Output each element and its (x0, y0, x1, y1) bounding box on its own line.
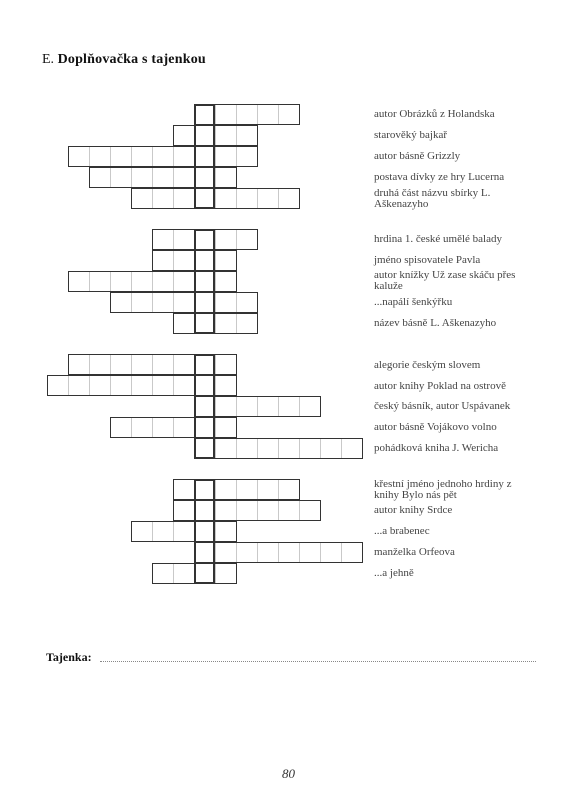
clue: autor básně Grizzly (374, 150, 461, 162)
exercise-letter: E. (42, 52, 55, 67)
clue: název básně L. Aškenazyho (374, 317, 497, 329)
crossword-4-row-4[interactable] (194, 542, 363, 563)
crossword-2-row-4[interactable] (110, 292, 258, 313)
crossword-2-row-5[interactable] (173, 313, 258, 334)
clue: alegorie českým slovem (374, 359, 481, 371)
crossword-3-row-4[interactable] (110, 417, 237, 438)
clue: autor knihy Srdce (374, 504, 453, 516)
crossword-1-row-3[interactable] (68, 146, 258, 167)
page-number: 80 (282, 766, 295, 781)
crossword-2-secret-column (194, 229, 215, 334)
crossword-3-secret-column (194, 354, 215, 459)
clue: manželka Orfeova (374, 546, 455, 558)
clue: hrdina 1. české umělé balady (374, 233, 502, 245)
clue: pohádková kniha J. Wericha (374, 442, 499, 454)
clue: druhá část názvu sbírky L. Aškenazyho (374, 187, 491, 210)
clue: jméno spisovatele Pavla (374, 254, 481, 266)
tajenka-answer-line[interactable] (100, 661, 536, 662)
exercise-title: Doplňovačka s tajenkou (57, 52, 206, 67)
clue: český básník, autor Uspávanek (374, 400, 511, 412)
crossword-1-secret-column (194, 104, 215, 209)
crossword-3-row-5[interactable] (194, 438, 363, 459)
clue: ...a brabenec (374, 525, 430, 537)
exercise-heading (42, 52, 206, 68)
crossword-4-secret-column (194, 479, 215, 584)
clue: autor knihy Poklad na ostrově (374, 380, 506, 392)
clue: starověký bajkař (374, 129, 447, 141)
clue: autor Obrázků z Holandska (374, 108, 495, 120)
crossword-1-row-5[interactable] (131, 188, 300, 209)
clue: křestní jméno jednoho hrdiny z knihy Bylo nás pět (374, 478, 512, 501)
clue: ...napálí šenkýřku (374, 296, 453, 308)
crossword-4-row-1[interactable] (173, 479, 300, 500)
tajenka-label: Tajenka: (46, 650, 92, 664)
clue: autor knížky Už zase skáču přes kaluže (374, 269, 516, 292)
clue: ...a jehně (374, 567, 414, 579)
clue: postava dívky ze hry Lucerna (374, 171, 505, 183)
clue: autor básně Vojákovo volno (374, 421, 497, 433)
crossword-1-row-2[interactable] (173, 125, 258, 146)
crossword-4-row-3[interactable] (131, 521, 237, 542)
